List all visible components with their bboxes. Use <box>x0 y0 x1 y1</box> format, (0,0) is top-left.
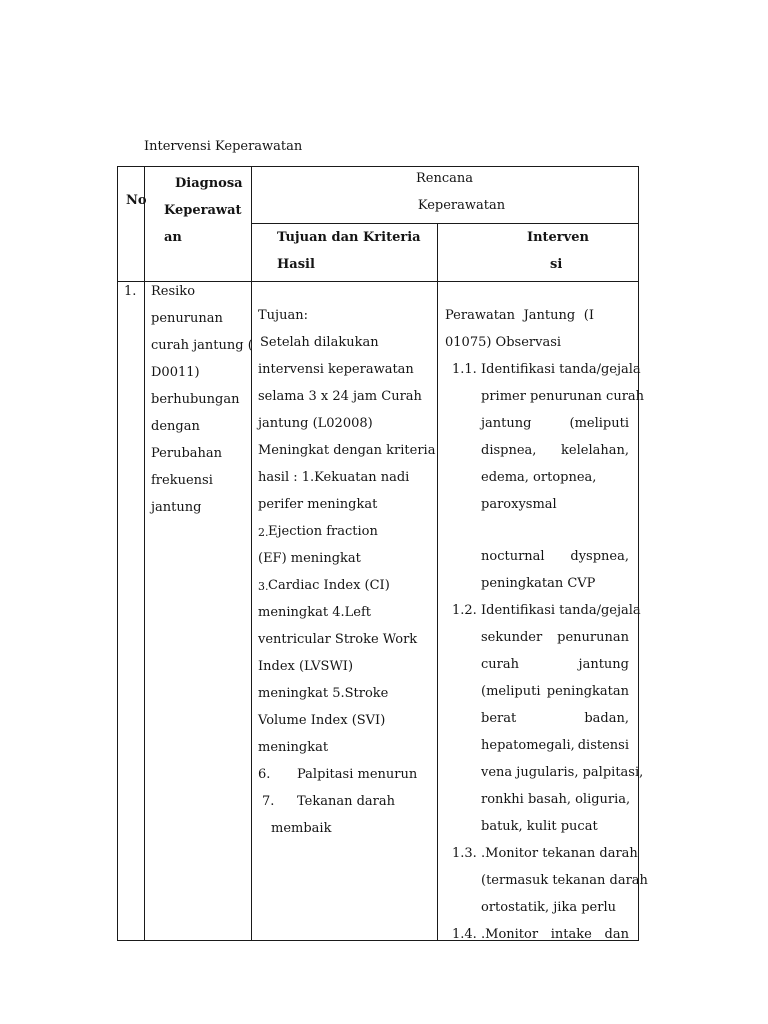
intervensi-word: (I <box>583 308 594 323</box>
intervensi-word: dispnea, <box>481 443 537 458</box>
intervensi-number: 1.2. <box>452 603 477 618</box>
intervensi-word: jantung <box>481 416 532 431</box>
intervensi-line: ortostatik, jika perlu <box>481 900 616 915</box>
table-border-right <box>638 166 639 941</box>
kriteria-line: Palpitasi menurun <box>297 767 418 782</box>
table-col-divider-no <box>144 166 145 941</box>
kriteria-line: (EF) meningkat <box>258 551 361 566</box>
header-diagnosa-line: an <box>164 230 182 245</box>
kriteria-line: Volume Index (SVI) <box>258 713 386 728</box>
intervensi-intro-line: 01075) Observasi <box>445 335 562 350</box>
diagnosa-line: berhubungan <box>151 392 240 407</box>
intervensi-line <box>481 737 629 755</box>
header-rencana-line: Rencana <box>415 171 473 186</box>
intervensi-line: Identifikasi tanda/gejala <box>481 362 641 377</box>
intervensi-number: 1.3. <box>452 846 477 861</box>
intervensi-line: batuk, kulit pucat <box>481 819 598 834</box>
header-diagnosa-line: Keperawat <box>164 203 242 218</box>
intervensi-line <box>481 710 629 728</box>
intervensi-line <box>481 656 629 674</box>
page-heading: Intervensi Keperawatan <box>144 139 303 154</box>
intervensi-word: sekunder <box>481 630 543 645</box>
kriteria-line: Ejection fraction <box>268 524 378 539</box>
diagnosa-line: jantung <box>151 500 202 515</box>
intervensi-word: Perawatan <box>445 308 516 323</box>
intervensi-word: distensi <box>577 738 629 753</box>
intervensi-line: paroxysmal <box>481 497 557 512</box>
intervensi-line <box>481 683 629 701</box>
intervensi-word: berat <box>481 711 517 726</box>
intervensi-line <box>481 415 629 433</box>
table-col-divider-diagnosa <box>251 166 252 941</box>
diagnosa-line: Resiko <box>151 284 196 299</box>
intervensi-line <box>481 926 629 944</box>
header-diagnosa-line: Diagnosa <box>175 176 243 191</box>
kriteria-number: 2. <box>258 526 269 539</box>
header-rencana-line: Keperawatan <box>417 198 506 213</box>
tujuan-line: perifer meningkat <box>258 497 378 512</box>
diagnosa-line: curah jantung ( <box>151 338 253 353</box>
intervensi-word: badan, <box>584 711 629 726</box>
kriteria-line: membaik <box>271 821 332 836</box>
table-col-divider-tujuan <box>437 223 438 941</box>
kriteria-line: meningkat <box>258 740 329 755</box>
table-rule-header-bottom <box>117 281 639 282</box>
kriteria-line: meningkat 4.Left <box>258 605 371 620</box>
kriteria-line: meningkat 5.Stroke <box>258 686 389 701</box>
intervensi-word: dyspnea, <box>570 549 629 564</box>
intervensi-number: 1.4. <box>452 927 477 942</box>
tujuan-label: Tujuan: <box>258 308 308 323</box>
intervensi-word: nocturnal <box>481 549 545 564</box>
intervensi-line: ronkhi basah, oliguria, <box>481 792 631 807</box>
intervensi-line: edema, ortopnea, <box>481 470 597 485</box>
kriteria-number: 3. <box>258 580 269 593</box>
intervensi-word: (meliputi <box>569 416 629 431</box>
table-border-top <box>117 166 639 167</box>
intervensi-word: intake <box>550 927 592 942</box>
header-intervensi-line: si <box>550 257 563 272</box>
row-number: 1. <box>124 284 137 299</box>
tujuan-line: selama 3 x 24 jam Curah <box>258 389 422 404</box>
kriteria-line: Tekanan darah <box>297 794 396 809</box>
tujuan-line: Setelah dilakukan <box>260 335 379 350</box>
table-rule-subheader <box>251 223 639 224</box>
intervensi-intro-line <box>445 307 594 325</box>
intervensi-word: jantung <box>578 657 629 672</box>
header-intervensi-line: Interven <box>527 230 589 245</box>
header-tujuan-line: Hasil <box>277 257 315 272</box>
diagnosa-line: frekuensi <box>151 473 213 488</box>
diagnosa-line: penurunan <box>151 311 223 326</box>
intervensi-line: peningkatan CVP <box>481 576 596 591</box>
intervensi-word: kelelahan, <box>561 443 629 458</box>
intervensi-word: hepatomegali, <box>481 738 575 753</box>
kriteria-line: Cardiac Index (CI) <box>268 578 390 593</box>
intervensi-word: curah <box>481 657 519 672</box>
kriteria-number: 7. <box>262 794 275 809</box>
intervensi-line: .Monitor tekanan darah <box>481 846 638 861</box>
intervensi-line <box>481 442 629 460</box>
diagnosa-line: D0011) <box>151 365 200 380</box>
intervensi-word: .Monitor <box>481 927 539 942</box>
kriteria-line: Index (LVSWI) <box>258 659 354 674</box>
intervensi-number: 1.1. <box>452 362 477 377</box>
table-border-left <box>117 166 118 941</box>
tujuan-line: jantung (L02008) <box>258 416 373 431</box>
kriteria-number: 6. <box>258 767 271 782</box>
intervensi-word: dan <box>604 927 629 942</box>
diagnosa-line: dengan <box>151 419 200 434</box>
intervensi-line: Identifikasi tanda/gejala <box>481 603 641 618</box>
diagnosa-line: Perubahan <box>151 446 223 461</box>
kriteria-line: ventricular Stroke Work <box>258 632 418 647</box>
intervensi-line: (termasuk tekanan darah <box>481 873 648 888</box>
intervensi-word: peningkatan <box>546 684 629 699</box>
intervensi-word: (meliputi <box>481 684 541 699</box>
header-no: No <box>126 193 147 208</box>
intervensi-word: Jantung <box>523 308 576 323</box>
tujuan-line: Meningkat dengan kriteria <box>258 443 436 458</box>
intervensi-line <box>481 629 629 647</box>
intervensi-line: primer penurunan curah <box>481 389 645 404</box>
intervensi-line <box>481 548 629 566</box>
header-tujuan-line: Tujuan dan Kriteria <box>277 230 421 245</box>
intervensi-line: vena jugularis, palpitasi, <box>481 765 644 780</box>
tujuan-line: intervensi keperawatan <box>258 362 414 377</box>
tujuan-line: hasil : 1.Kekuatan nadi <box>258 470 410 485</box>
intervensi-word: penurunan <box>557 630 629 645</box>
